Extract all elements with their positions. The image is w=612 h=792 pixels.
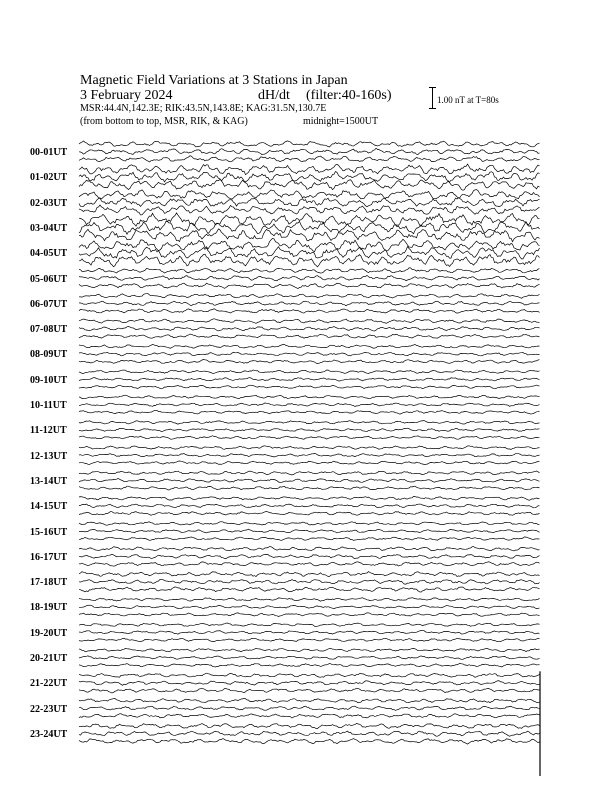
midnight-note: midnight=1500UT xyxy=(303,116,379,127)
trace-kag-hour-13 xyxy=(79,471,540,475)
trace-msr-hour-7 xyxy=(79,334,540,338)
trace-kag-hour-1 xyxy=(79,164,540,175)
trace-rik-hour-5 xyxy=(79,275,540,280)
date-label: 3 February 2024 xyxy=(80,88,173,103)
hour-label: 22-23UT xyxy=(30,703,68,715)
trace-msr-hour-16 xyxy=(79,562,540,566)
trace-kag-hour-16 xyxy=(79,547,540,551)
hour-label: 06-07UT xyxy=(30,298,68,310)
trace-rik-hour-13 xyxy=(79,479,540,483)
trace-msr-hour-19 xyxy=(79,638,540,642)
trace-kag-hour-10 xyxy=(79,395,540,399)
trace-msr-hour-6 xyxy=(79,309,540,313)
trace-rik-hour-23 xyxy=(79,731,540,736)
trace-msr-hour-15 xyxy=(79,537,540,541)
trace-kag-hour-18 xyxy=(79,598,540,602)
hour-label: 17-18UT xyxy=(30,577,68,589)
trace-msr-hour-10 xyxy=(79,410,540,414)
trace-kag-hour-22 xyxy=(79,698,540,702)
trace-rik-hour-9 xyxy=(79,378,540,382)
trace-kag-hour-2 xyxy=(79,190,540,200)
trace-msr-hour-23 xyxy=(79,739,540,745)
trace-rik-hour-10 xyxy=(79,403,540,407)
trace-msr-hour-13 xyxy=(79,486,540,490)
stations-label: MSR:44.4N,142.3E; RIK:43.5N,143.8E; KAG:31.5N,130.7E xyxy=(80,103,327,114)
hour-label: 02-03UT xyxy=(30,197,68,209)
trace-msr-hour-20 xyxy=(79,663,540,667)
hour-label: 21-22UT xyxy=(30,678,68,690)
trace-msr-hour-18 xyxy=(79,613,540,617)
trace-rik-hour-8 xyxy=(79,352,540,356)
trace-msr-hour-0 xyxy=(79,156,540,162)
hour-label: 08-09UT xyxy=(30,349,68,361)
trace-kag-hour-5 xyxy=(79,268,540,273)
trace-kag-hour-19 xyxy=(79,623,540,626)
hour-label: 14-15UT xyxy=(30,501,68,513)
order-note: (from bottom to top, MSR, RIK, & KAG) xyxy=(80,116,248,127)
trace-kag-hour-7 xyxy=(79,319,540,324)
trace-rik-hour-20 xyxy=(79,656,540,660)
hour-label: 01-02UT xyxy=(30,172,68,184)
scale-label: 1.00 nT at T=80s xyxy=(437,95,499,105)
trace-kag-hour-11 xyxy=(79,421,540,425)
trace-msr-hour-14 xyxy=(79,512,540,516)
hour-label: 20-21UT xyxy=(30,653,68,664)
trace-kag-hour-15 xyxy=(79,522,540,526)
hour-label: 12-13UT xyxy=(30,450,68,462)
trace-rik-hour-19 xyxy=(79,631,540,635)
trace-msr-hour-22 xyxy=(79,714,540,718)
trace-rik-hour-4 xyxy=(79,247,540,259)
trace-rik-hour-1 xyxy=(79,172,540,183)
hour-label: 07-08UT xyxy=(30,324,68,336)
trace-rik-hour-6 xyxy=(79,301,540,306)
trace-rik-hour-11 xyxy=(79,428,540,431)
trace-kag-hour-8 xyxy=(79,344,540,348)
hour-label: 00-01UT xyxy=(30,147,68,158)
trace-rik-hour-18 xyxy=(79,605,540,609)
trace-msr-hour-2 xyxy=(79,205,540,215)
trace-msr-hour-21 xyxy=(79,688,540,693)
trace-msr-hour-17 xyxy=(79,587,540,592)
trace-rik-hour-0 xyxy=(79,148,540,154)
trace-kag-hour-9 xyxy=(79,370,540,374)
trace-kag-hour-12 xyxy=(79,446,540,450)
hour-label: 19-20UT xyxy=(30,627,68,639)
trace-rik-hour-14 xyxy=(79,504,540,508)
hour-label: 09-10UT xyxy=(30,374,68,386)
trace-kag-hour-17 xyxy=(79,572,540,577)
trace-msr-hour-3 xyxy=(79,229,540,242)
trace-kag-hour-20 xyxy=(79,648,540,651)
trace-kag-hour-14 xyxy=(79,497,540,501)
trace-rik-hour-15 xyxy=(79,529,540,533)
trace-msr-hour-4 xyxy=(79,254,540,267)
trace-kag-hour-23 xyxy=(79,724,540,729)
trace-kag-hour-21 xyxy=(79,673,540,677)
hour-label: 03-04UT xyxy=(30,222,68,234)
hour-label: 05-06UT xyxy=(30,273,68,285)
hour-label: 15-16UT xyxy=(30,526,68,538)
trace-rik-hour-7 xyxy=(79,327,540,332)
trace-msr-hour-1 xyxy=(79,180,540,191)
trace-msr-hour-12 xyxy=(79,461,540,464)
trace-msr-hour-8 xyxy=(79,360,540,364)
trace-kag-hour-6 xyxy=(79,294,540,299)
trace-msr-hour-9 xyxy=(79,385,540,389)
hour-label: 16-17UT xyxy=(30,551,68,563)
trace-rik-hour-12 xyxy=(79,454,540,458)
trace-rik-hour-21 xyxy=(79,681,540,686)
trace-rik-hour-2 xyxy=(79,198,540,207)
trace-rik-hour-17 xyxy=(79,579,540,584)
trace-rik-hour-22 xyxy=(79,706,540,710)
hour-label: 04-05UT xyxy=(30,248,68,260)
hour-label: 23-24UT xyxy=(30,728,68,740)
filter-label: (filter:40-160s) xyxy=(306,88,392,103)
component-label: dH/dt xyxy=(258,88,290,103)
trace-msr-hour-11 xyxy=(79,436,540,440)
trace-rik-hour-16 xyxy=(79,554,540,558)
hour-label: 13-14UT xyxy=(30,475,68,487)
hour-label: 11-12UT xyxy=(30,425,67,437)
hour-label: 18-19UT xyxy=(30,602,68,614)
hour-label: 10-11UT xyxy=(30,400,67,411)
chart-title: Magnetic Field Variations at 3 Stations in Japan xyxy=(80,73,348,88)
trace-kag-hour-3 xyxy=(79,213,540,227)
trace-msr-hour-5 xyxy=(79,283,540,288)
trace-kag-hour-0 xyxy=(79,141,540,147)
